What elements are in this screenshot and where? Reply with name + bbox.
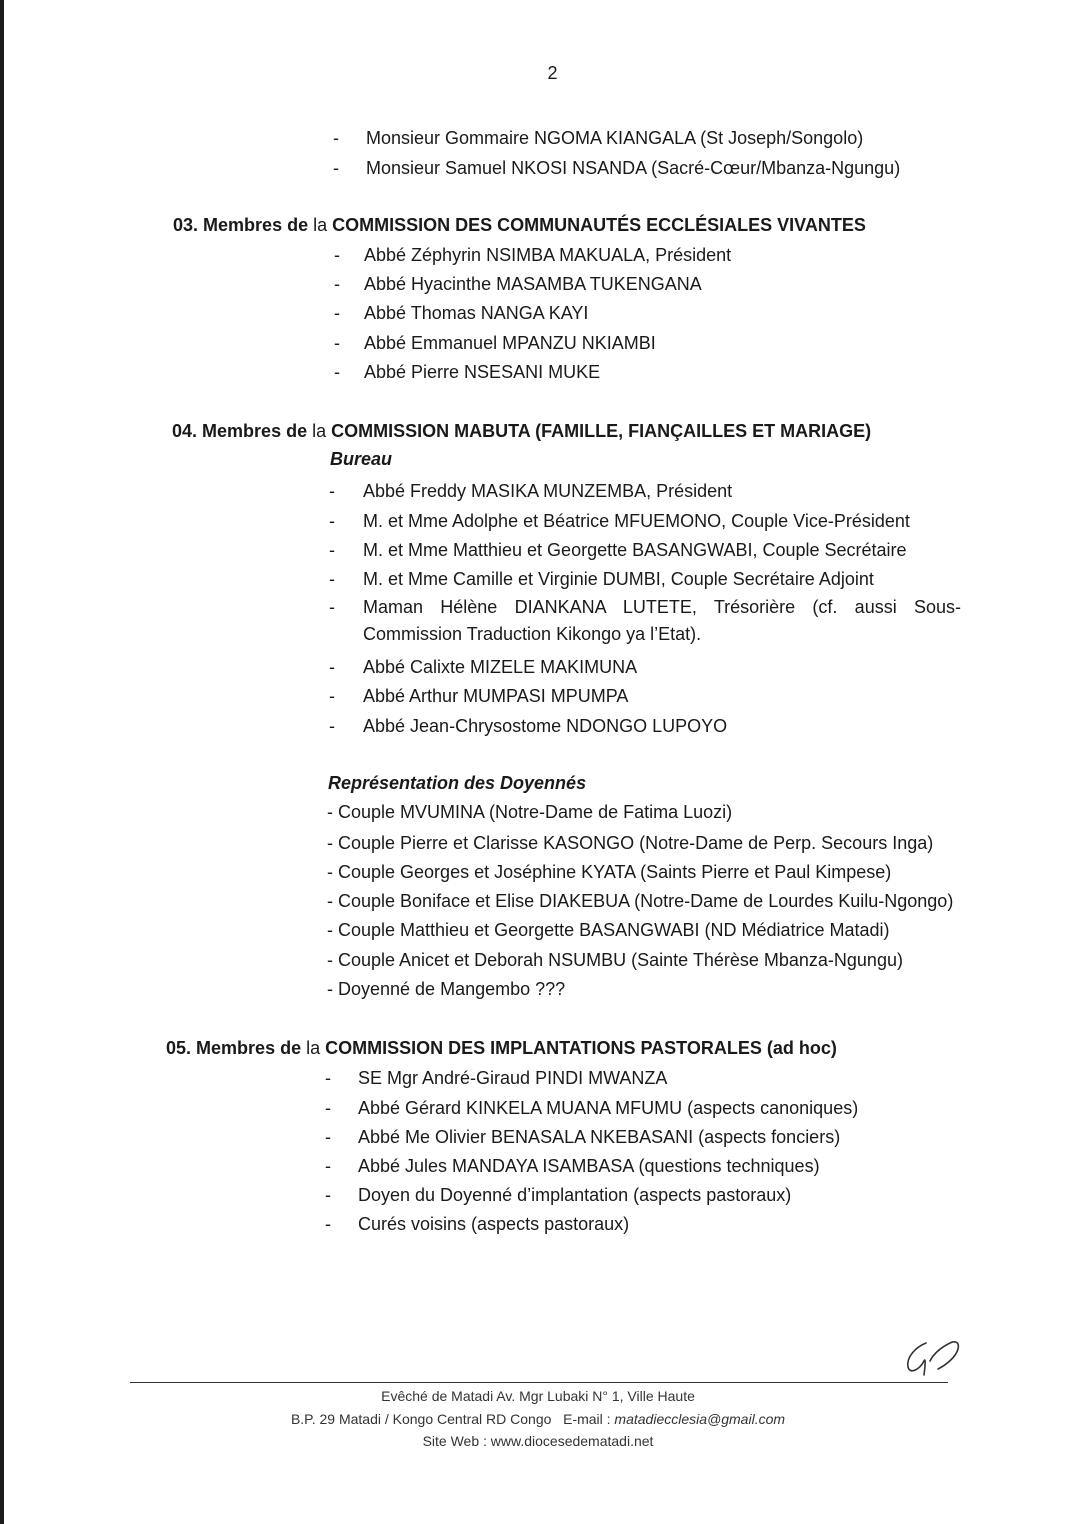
list-dash: - — [325, 1098, 331, 1118]
list-item — [325, 1155, 820, 1177]
list-item-text: Abbé Me Olivier BENASALA NKEBASANI (aspects fonciers) — [358, 1127, 841, 1147]
list-item — [329, 656, 638, 678]
list-dash: - — [329, 597, 335, 617]
list-item-text: Curés voisins (aspects pastoraux) — [358, 1214, 630, 1234]
list-item — [334, 361, 601, 383]
doyenne-item: - Couple Anicet et Deborah NSUMBU (Sainte Thérèse Mbanza-Ngungu) — [327, 950, 903, 970]
footer-email[interactable]: matadiecclesia@gmail.com — [614, 1411, 786, 1427]
list-dash: - — [333, 158, 339, 178]
footer-address: Evêché de Matadi Av. Mgr Lubaki N° 1, Ville Haute — [381, 1388, 695, 1404]
list-item — [325, 1184, 792, 1206]
list-item-text: Abbé Gérard KINKELA MUANA MFUMU (aspects canoniques) — [358, 1098, 859, 1118]
list-dash: - — [329, 716, 335, 736]
list-item-text: Abbé Arthur MUMPASI MPUMPA — [363, 686, 629, 706]
footer-contact-text: B.P. 29 Matadi / Kongo Central RD Congo E-mail : — [290, 1411, 615, 1427]
list-dash: - — [329, 511, 335, 531]
list-dash: - — [334, 303, 340, 323]
list-dash: - — [329, 686, 335, 706]
list-item — [334, 244, 732, 266]
list-item-text: SE Mgr André-Giraud PINDI MWANZA — [358, 1068, 668, 1088]
list-dash: - — [325, 1214, 331, 1234]
list-dash: - — [334, 333, 340, 353]
list-item-text: Monsieur Samuel NKOSI NSANDA (Sacré-Cœur/Mbanza-Ngungu) — [366, 158, 901, 178]
doyenne-item: - Doyenné de Mangembo ??? — [327, 979, 566, 999]
list-item — [329, 480, 733, 502]
list-item-text: Doyen du Doyenné d’implantation (aspects pastoraux) — [358, 1185, 792, 1205]
list-item — [329, 568, 874, 590]
list-item-text: Abbé Jules MANDAYA ISAMBASA (questions techniques) — [358, 1156, 820, 1176]
footer-contact — [0, 1411, 1076, 1427]
bureau-label: Bureau — [330, 449, 393, 469]
list-item-text: M. et Mme Matthieu et Georgette BASANGWABI, Couple Secrétaire — [363, 540, 907, 560]
list-item-text: M. et Mme Adolphe et Béatrice MFUEMONO, Couple Vice-Président — [363, 511, 910, 531]
list-item — [334, 273, 702, 295]
section-heading-03: 03. Membres de la COMMISSION DES COMMUNAUTÉS ECCLÉSIALES VIVANTES — [173, 215, 866, 235]
initials-signature-icon — [898, 1335, 973, 1385]
list-dash: - — [329, 569, 335, 589]
list-item-text: Monsieur Gommaire NGOMA KIANGALA (St Joseph/Songolo) — [366, 128, 864, 148]
scan-left-edge — [0, 0, 4, 1524]
list-item — [333, 157, 901, 179]
list-item-text: Abbé Jean-Chrysostome NDONGO LUPOYO — [363, 716, 728, 736]
list-item — [325, 1097, 859, 1119]
section-heading-04: 04. Membres de la COMMISSION MABUTA (FAMILLE, FIANÇAILLES ET MARIAGE) — [172, 421, 872, 441]
list-item-text: Maman Hélène DIANKANA LUTETE, Trésorière (cf. aussi Sous-Commission Traduction Kikongo ya l’Etat). — [363, 597, 961, 644]
list-dash: - — [329, 540, 335, 560]
doyennes-label: Représentation des Doyennés — [328, 773, 587, 793]
list-item — [334, 302, 589, 324]
list-item — [325, 1067, 668, 1089]
list-item-text: Abbé Hyacinthe MASAMBA TUKENGANA — [364, 274, 702, 294]
footer-website[interactable]: Site Web : www.diocesedematadi.net — [422, 1433, 654, 1449]
list-dash: - — [334, 362, 340, 382]
list-dash: - — [325, 1127, 331, 1147]
list-item — [334, 332, 656, 354]
list-item — [329, 539, 907, 561]
list-item-text: Abbé Pierre NSESANI MUKE — [364, 362, 601, 382]
list-item — [329, 685, 629, 707]
list-dash: - — [329, 481, 335, 501]
list-dash: - — [334, 245, 340, 265]
list-item — [333, 127, 864, 149]
section-heading-05: 05. Membres de la COMMISSION DES IMPLANTATIONS PASTORALES (ad hoc) — [166, 1038, 837, 1058]
list-item — [329, 715, 728, 737]
list-item — [329, 510, 910, 532]
list-item — [325, 1126, 841, 1148]
list-item-text: Abbé Zéphyrin NSIMBA MAKUALA, Président — [364, 245, 732, 265]
list-dash: - — [325, 1156, 331, 1176]
list-item-text: Abbé Calixte MIZELE MAKIMUNA — [363, 657, 638, 677]
doyenne-item: - Couple Matthieu et Georgette BASANGWABI (ND Médiatrice Matadi) — [327, 920, 890, 940]
doyenne-item: - Couple Pierre et Clarisse KASONGO (Notre-Dame de Perp. Secours Inga) — [327, 833, 934, 853]
list-item-text: Abbé Emmanuel MPANZU NKIAMBI — [364, 333, 656, 353]
footer-divider — [130, 1382, 948, 1383]
list-dash: - — [325, 1068, 331, 1088]
doyenne-item: - Couple MVUMINA (Notre-Dame de Fatima Luozi) — [327, 802, 733, 822]
doyenne-item: - Couple Boniface et Elise DIAKEBUA (Notre-Dame de Lourdes Kuilu-Ngongo) — [327, 891, 954, 911]
list-item-text: Abbé Thomas NANGA KAYI — [364, 303, 589, 323]
list-item-text: Abbé Freddy MASIKA MUNZEMBA, Président — [363, 481, 733, 501]
list-item-text: M. et Mme Camille et Virginie DUMBI, Couple Secrétaire Adjoint — [363, 569, 874, 589]
list-item — [325, 1213, 630, 1235]
doyenne-item: - Couple Georges et Joséphine KYATA (Saints Pierre et Paul Kimpese) — [327, 862, 892, 882]
list-dash: - — [325, 1185, 331, 1205]
list-dash: - — [334, 274, 340, 294]
list-dash: - — [329, 657, 335, 677]
list-item-wrapped — [329, 594, 961, 648]
page-number: 2 — [547, 63, 558, 83]
list-dash: - — [333, 128, 339, 148]
